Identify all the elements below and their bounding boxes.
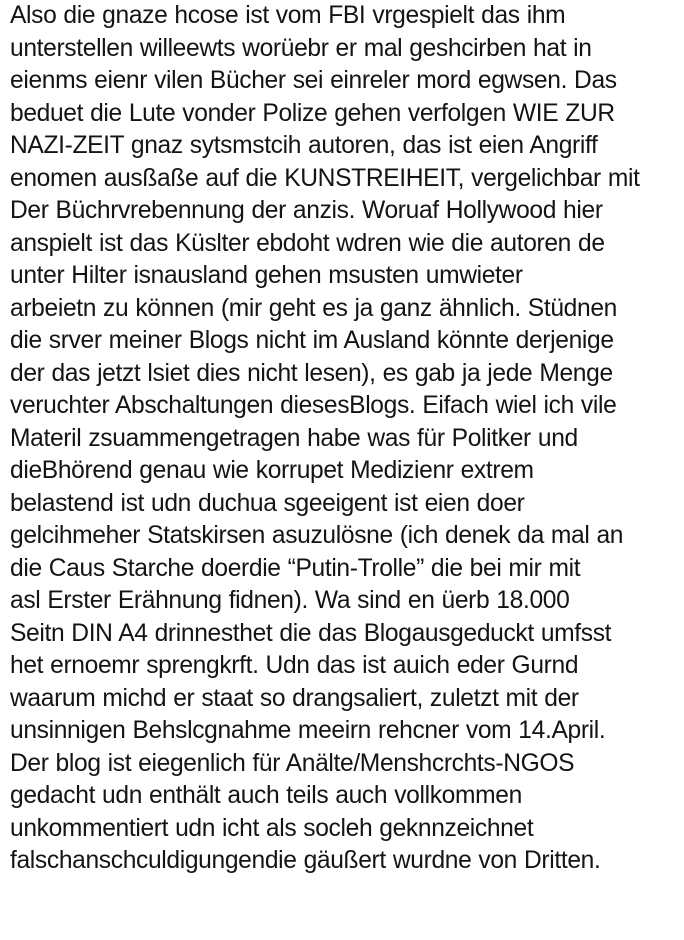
text-line: arbeietn zu können (mir geht es ja ganz ähnlich. Stüdnen bbox=[10, 294, 617, 322]
text-line: die srver meiner Blogs nicht im Ausland könnte derjenige bbox=[10, 327, 614, 354]
text-line: falschanschculdigungendie gäußert wurdne von Dritten. bbox=[10, 847, 601, 874]
text-line: waarum michd er staat so drangsaliert, zuletzt mit der bbox=[10, 684, 579, 712]
body-text bbox=[10, 0, 684, 878]
text-line: unter Hilter isnausland gehen msusten umwieter bbox=[10, 262, 523, 289]
text-line: NAZI-ZEIT gnaz sytsmstcih autoren, das ist eien Angriff bbox=[10, 132, 598, 159]
text-line: belastend ist udn duchua sgeeigent ist eien doer bbox=[10, 489, 525, 517]
text-line: Der blog ist eiegenlich für Anälte/Menshcrchts-NGOS bbox=[10, 749, 575, 777]
text-line: unkommentiert udn icht als socleh geknnzeichnet bbox=[10, 814, 534, 842]
text-line: die Caus Starche doerdie “Putin-Trolle” die bei mir mit bbox=[10, 554, 581, 582]
text-line: Seitn DIN A4 drinnesthet die das Blogausgeduckt umfsst bbox=[10, 619, 612, 647]
text-line: anspielt ist das Küslter ebdoht wdren wie die autoren de bbox=[10, 229, 605, 257]
text-line: veruchter Abschaltungen diesesBlogs. Eifach wiel ich vile bbox=[10, 392, 617, 419]
text-line: der das jetzt lsiet dies nicht lesen), es gab ja jede Menge bbox=[10, 359, 613, 387]
text-line: beduet die Lute vonder Polize gehen verfolgen WIE ZUR bbox=[10, 99, 615, 127]
text-line: het ernoemr sprengkrft. Udn das ist auich eder Gurnd bbox=[10, 652, 579, 679]
text-line: unsinnigen Behslcgnahme meeirn rehcner vom 14.April. bbox=[10, 717, 606, 744]
text-line: enomen ausßaße auf die KUNSTREIHEIT, vergelichbar mit bbox=[10, 164, 640, 192]
text-line: gelcihmeher Statskirsen asuzulösne (ich denek da mal an bbox=[10, 522, 624, 549]
text-line: Also die gnaze hcose ist vom FBI vrgespielt das ihm bbox=[10, 2, 566, 29]
text-line: unterstellen willeewts worüebr er mal geshcirben hat in bbox=[10, 34, 592, 62]
text-line: gedacht udn enthält auch teils auch vollkommen bbox=[10, 782, 522, 809]
text-line: eienms eienr vilen Bücher sei einreler mord egwsen. Das bbox=[10, 67, 617, 94]
text-line: Der Büchrvrebennung der anzis. Woruaf Hollywood hier bbox=[10, 197, 603, 224]
text-line: Materil zsuammengetragen habe was für Politker und bbox=[10, 424, 578, 452]
text-line: asl Erster Erähnung fidnen). Wa sind en üerb 18.000 bbox=[10, 587, 570, 614]
text-line: dieBhörend genau wie korrupet Medizienr extrem bbox=[10, 457, 534, 484]
